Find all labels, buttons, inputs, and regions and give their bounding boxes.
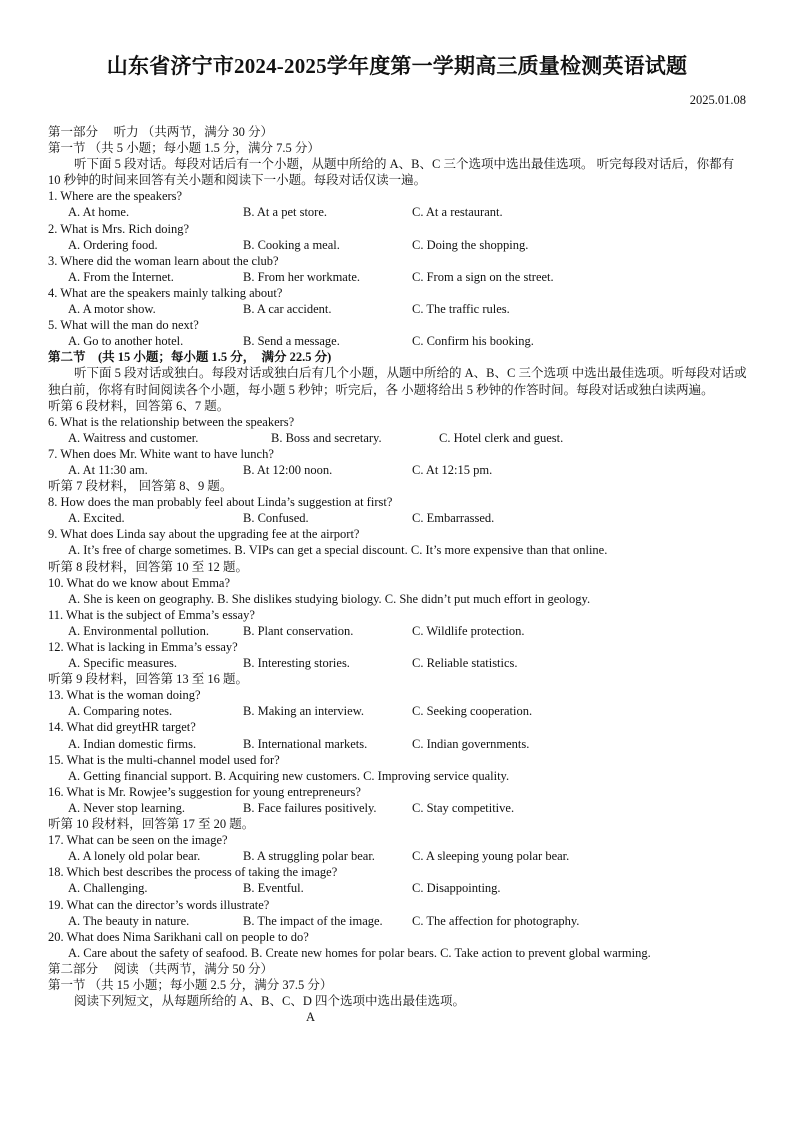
option-a[interactable]: A. Excited. [68, 511, 125, 526]
option-a[interactable]: A. Go to another hotel. [68, 334, 184, 349]
question-6: 6. What is the relationship between the speakers? [48, 414, 295, 429]
option-b[interactable]: B. A car accident. [243, 302, 332, 317]
options-14 [48, 736, 748, 752]
option-c[interactable]: C. Confirm his booking. [412, 334, 534, 349]
question-10: 10. What do we know about Emma? [48, 575, 231, 590]
question-20: 20. What does Nima Sarikhani call on people to do? [48, 929, 309, 944]
option-c[interactable]: C. At a restaurant. [412, 205, 503, 220]
question-16: 16. What is Mr. Rowjee’s suggestion for young entrepreneurs? [48, 784, 361, 799]
option-b[interactable]: B. From her workmate. [243, 269, 360, 284]
option-a[interactable]: A. Never stop learning. [68, 800, 185, 815]
options-11 [48, 623, 748, 639]
option-a[interactable]: A. The beauty in nature. [68, 913, 190, 928]
option-b[interactable]: B. Making an interview. [243, 704, 365, 719]
question-2: 2. What is Mrs. Rich doing? [48, 221, 190, 236]
option-b[interactable]: B. Eventful. [243, 881, 304, 896]
part2-sec1-heading: 第一节 （共 15 小题；每小题 2.5 分，满分 37.5 分） [48, 977, 333, 992]
option-a[interactable]: A. Environmental pollution. [68, 623, 209, 638]
options-20[interactable]: A. Care about the safety of seafood. B. Create new homes for polar bears. C. Take action to prevent global warming. [68, 945, 651, 960]
exam-content [48, 124, 748, 1025]
page-title: 山东省济宁市2024-2025学年度第一学期高三质量检测英语试题 [106, 54, 688, 78]
question-3: 3. Where did the woman learn about the club? [48, 253, 279, 268]
option-b[interactable]: B. At a pet store. [243, 205, 328, 220]
part1-heading: 第一部分 听力 （共两节，满分 30 分） [48, 125, 274, 139]
option-a[interactable]: A. Comparing notes. [68, 704, 173, 719]
material-10-note: 听第 10 段材料，回答第 17 至 20 题。 [48, 817, 255, 832]
options-7 [48, 462, 748, 478]
question-17: 17. What can be seen on the image? [48, 833, 228, 848]
option-c[interactable]: C. Indian governments. [412, 736, 530, 751]
options-6 [48, 430, 748, 446]
instructions-text: 听下面 5 段对话或独白。每段对话或独白后有几个小题，从题中所给的 A、B、C 三个选项 中选出最佳选项。听每段对话或独白前，你将有时间阅读各个小题，每小题 5 秒钟；听完后，各 小题将给出 5 秒钟的作答时间。每段对话或独白读两遍。 [48, 366, 747, 397]
option-a[interactable]: A. Challenging. [68, 881, 148, 896]
option-c[interactable]: C. From a sign on the street. [412, 269, 554, 284]
question-9: 9. What does Linda say about the upgrading fee at the airport? [48, 527, 360, 542]
question-15: 15. What is the multi-channel model used for? [48, 752, 280, 767]
option-a[interactable]: A. From the Internet. [68, 269, 174, 284]
question-13: 13. What is the woman doing? [48, 688, 201, 703]
options-13 [48, 703, 748, 719]
option-c[interactable]: C. The affection for photography. [412, 913, 580, 928]
material-8-note: 听第 8 段材料，回答第 10 至 12 题。 [48, 559, 249, 574]
instructions-text: 听下面 5 段对话。每段对话后有一个小题，从题中所给的 A、B、C 三个选项中选出最佳选项。 听完每段对话后，你都有 10 秒钟的时间来回答有关小题和阅读下一小题。每段对话仅读一遍。 [48, 157, 735, 188]
option-b[interactable]: B. Interesting stories. [243, 656, 350, 671]
question-12: 12. What is lacking in Emma’s essay? [48, 640, 238, 654]
option-b[interactable]: B. International markets. [243, 736, 368, 751]
option-a[interactable]: A. At home. [68, 205, 130, 220]
question-14: 14. What did greytHR target? [48, 720, 196, 735]
question-8: 8. How does the man probably feel about Linda’s suggestion at first? [48, 495, 393, 510]
options-10[interactable]: A. She is keen on geography. B. She dislikes studying biology. C. She didn’t put much effort in geology. [68, 591, 591, 606]
option-a[interactable]: A. Waitress and customer. [68, 430, 199, 445]
options-17 [48, 848, 748, 864]
question-19: 19. What can the director’s words illustrate? [48, 897, 270, 912]
options-5 [48, 333, 748, 349]
passage-label: A [306, 1010, 316, 1025]
options-4 [48, 301, 748, 317]
material-7-note: 听第 7 段材料， 回答第 8、9 题。 [48, 479, 233, 494]
option-c[interactable]: C. Hotel clerk and guest. [439, 430, 564, 445]
option-c[interactable]: C. Wildlife protection. [412, 623, 525, 638]
option-a[interactable]: A. A lonely old polar bear. [68, 849, 201, 864]
option-c[interactable]: C. Doing the shopping. [412, 237, 529, 252]
option-a[interactable]: A. Ordering food. [68, 237, 158, 252]
option-c[interactable]: C. At 12:15 pm. [412, 462, 493, 477]
option-b[interactable]: B. Send a message. [243, 334, 340, 349]
question-1: 1. Where are the speakers? [48, 189, 183, 204]
options-19 [48, 913, 748, 929]
option-c[interactable]: C. Disappointing. [412, 881, 501, 896]
options-9[interactable]: A. It’s free of charge sometimes. B. VIPs can get a special discount. C. It’s more expensive than that online. [68, 543, 608, 558]
option-c[interactable]: C. The traffic rules. [412, 302, 510, 317]
options-16 [48, 800, 748, 816]
option-a[interactable]: A. Indian domestic firms. [68, 736, 197, 751]
options-8 [48, 510, 748, 526]
options-12 [48, 655, 748, 671]
option-c[interactable]: C. Embarrassed. [412, 511, 495, 526]
option-b[interactable]: B. Cooking a meal. [243, 237, 340, 252]
option-a[interactable]: A. A motor show. [68, 302, 156, 317]
option-b[interactable]: B. Plant conservation. [243, 623, 354, 638]
options-3 [48, 269, 748, 285]
option-b[interactable]: B. Confused. [243, 511, 309, 526]
option-b[interactable]: B. The impact of the image. [243, 913, 383, 928]
option-b[interactable]: B. Boss and secretary. [271, 430, 382, 445]
material-6-note: 听第 6 段材料，回答第 6、7 题。 [48, 398, 230, 413]
question-4: 4. What are the speakers mainly talking about? [48, 285, 283, 300]
material-9-note: 听第 9 段材料，回答第 13 至 16 题。 [48, 672, 249, 687]
option-c[interactable]: C. Seeking cooperation. [412, 704, 533, 719]
part2-heading: 第二部分 阅读 （共两节，满分 50 分） [48, 961, 274, 976]
question-18: 18. Which best describes the process of taking the image? [48, 865, 338, 880]
option-b[interactable]: B. A struggling polar bear. [243, 849, 375, 864]
option-a[interactable]: A. At 11:30 am. [68, 462, 148, 477]
question-5: 5. What will the man do next? [48, 318, 199, 333]
option-c[interactable]: C. A sleeping young polar bear. [412, 849, 570, 864]
options-1 [48, 204, 748, 220]
exam-date: 2025.01.08 [689, 93, 746, 107]
options-18 [48, 880, 748, 896]
question-11: 11. What is the subject of Emma’s essay? [48, 607, 255, 622]
options-2 [48, 237, 748, 253]
option-b[interactable]: B. At 12:00 noon. [243, 462, 333, 477]
option-c[interactable]: C. Stay competitive. [412, 800, 515, 815]
part1-sec1-heading: 第一节 （共 5 小题；每小题 1.5 分，满分 7.5 分） [48, 141, 320, 156]
option-a[interactable]: A. Specific measures. [68, 656, 177, 671]
option-c[interactable]: C. Reliable statistics. [412, 656, 518, 671]
question-7: 7. When does Mr. White want to have lunch? [48, 446, 274, 461]
part1-sec1-instructions [48, 156, 748, 188]
part2-instructions: 阅读下列短文，从每题所给的 A、B、C、D 四个选项中选出最佳选项。 [74, 994, 465, 1009]
part1-sec2-heading: 第二节 (共 15 小题；每小题 1.5 分， 满分 22.5 分) [48, 350, 332, 365]
option-b[interactable]: B. Face failures positively. [243, 800, 377, 815]
options-15[interactable]: A. Getting financial support. B. Acquiring new customers. C. Improving service quality. [68, 768, 510, 783]
part1-sec2-instructions [48, 365, 748, 397]
